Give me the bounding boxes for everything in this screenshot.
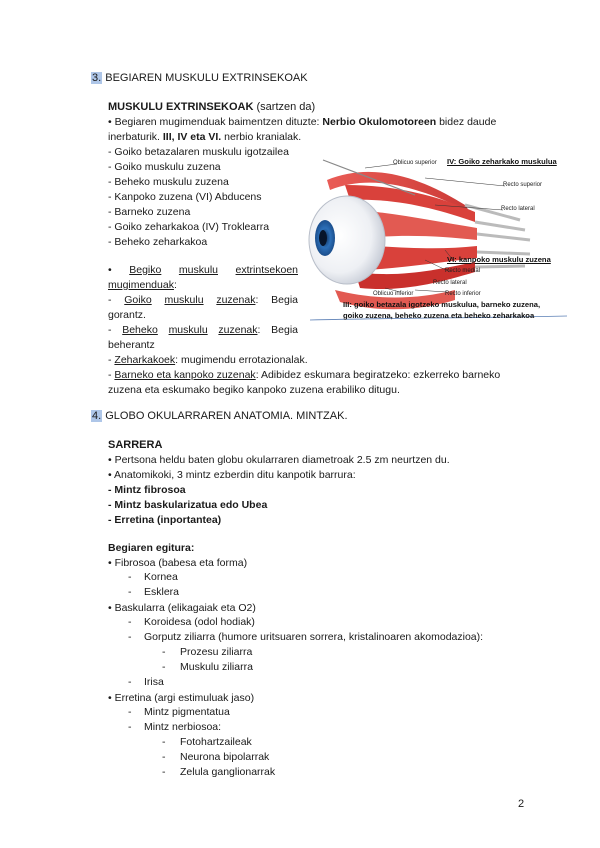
label-recto-lateral-top: Recto lateral	[501, 206, 535, 212]
membrane-3: - Erretina (inportantea)	[108, 514, 222, 526]
baskularra-item: • Baskularra (elikagaiak eta O2)	[108, 602, 256, 614]
membrane-2: - Mintz baskularizatua edo Ubea	[108, 499, 268, 511]
erretina-item: • Erretina (argi estimuluak jaso)	[108, 692, 255, 704]
goiko-line: - Goiko muskulu zuzenak: Begia	[108, 294, 298, 306]
label-oblicuo-inferior: Oblicuo inferior	[373, 291, 414, 297]
zeharkakoak-line: - Zeharkakoek: mugimendu errotazionalak.	[108, 354, 308, 366]
ganglion-item: Zelula ganglionarrak	[180, 766, 276, 778]
list-dash: -	[128, 586, 132, 598]
paragraph-2: • Anatomikoki, 3 mintz ezberdin ditu kanpotik barrura:	[108, 469, 356, 481]
page-number: 2	[518, 798, 525, 810]
list-dash: -	[162, 766, 166, 778]
membrane-1: - Mintz fibrosoa	[108, 484, 186, 496]
label-recto-lateral: Recto lateral	[433, 280, 467, 286]
muscle-list-item: - Goiko muskulu zuzena	[108, 161, 221, 173]
label-recto-superior: Recto superior	[503, 182, 543, 188]
section-4-heading	[91, 410, 348, 422]
label-oblicuo-superior: Oblicuo superior	[393, 160, 437, 166]
sarrera-heading: SARRERA	[108, 439, 163, 451]
label-vi: VI: kanpoko muskulu zuzena	[447, 255, 551, 264]
section-3-heading	[91, 72, 308, 84]
list-dash: -	[162, 751, 166, 763]
muscle-list-item: - Kanpoko zuzena (VI) Abducens	[108, 191, 262, 203]
egitura-heading: Begiaren egitura:	[108, 542, 195, 554]
list-dash: -	[162, 646, 166, 658]
intro-line-1: • Begiaren mugimenduak baimentzen dituzte: Nerbio Okulomotoreen bidez daude	[108, 116, 497, 128]
label-recto-medial: Recto medial	[445, 268, 481, 274]
list-dash: -	[128, 616, 132, 628]
list-dash: -	[162, 661, 166, 673]
beheko-line-2: beherantz	[108, 339, 155, 351]
pigmentatua-item: Mintz pigmentatua	[144, 706, 230, 718]
barneko-line: - Barneko eta kanpoko zuzenak: Adibidez eskumara begiratzeko: ezkerreko barneko	[108, 369, 501, 381]
fibrosoa-item: • Fibrosoa (babesa eta forma)	[108, 557, 248, 569]
muskulu-ziliarra-item: Muskulu ziliarra	[180, 661, 253, 673]
muscle-list-item: - Barneko zuzena	[108, 206, 191, 218]
muscle-list-item: - Goiko betazalaren muskulu igotzailea	[108, 146, 289, 158]
label-recto-inferior: Recto inferior	[445, 291, 481, 297]
barneko-line-2: zuzena eta eskumako begiko kanpoko zuzena erabiliko ditugu.	[108, 384, 400, 396]
section-4-title: GLOBO OKULARRAREN ANATOMIA. MINTZAK.	[105, 410, 348, 422]
bipolar-item: Neurona bipolarrak	[180, 751, 270, 763]
fotohartzaileak-item: Fotohartzaileak	[180, 736, 252, 748]
section-4-number: 4.	[92, 410, 102, 422]
goiko-line-2: gorantz.	[108, 309, 146, 321]
figure-caption-line-1: III: goiko betazala igotzeko muskulua, barneko zuzena,	[343, 300, 541, 309]
label-iv: IV: Goiko zeharkako muskulua	[447, 157, 557, 166]
kornea-item: Kornea	[144, 571, 178, 583]
prozesu-item: Prozesu ziliarra	[180, 646, 253, 658]
muscle-list-item: - Goiko zeharkakoa (IV) Troklearra	[108, 221, 270, 233]
list-dash: -	[162, 736, 166, 748]
esklera-item: Esklera	[144, 586, 180, 598]
gorputz-item: Gorputz ziliarra (humore uritsuaren sorrera, kristalinoaren akomodazioa):	[144, 631, 484, 643]
section-3-number: 3.	[92, 72, 102, 84]
muscle-list-item: - Beheko muskulu zuzena	[108, 176, 229, 188]
list-dash: -	[128, 631, 132, 643]
koroidesa-item: Koroidesa (odol hodiak)	[144, 616, 255, 628]
list-dash: -	[128, 706, 132, 718]
movements-title: • Begiko muskulu extrintsekoen	[108, 264, 298, 276]
muscle-list-item: - Beheko zeharkakoa	[108, 236, 208, 248]
irisa-item: Irisa	[144, 676, 164, 688]
section-3-title: BEGIAREN MUSKULU EXTRINSEKOAK	[105, 72, 308, 84]
paragraph-1: • Pertsona heldu baten globu okularraren diametroak 2.5 zm neurtzen du.	[108, 454, 450, 466]
list-dash: -	[128, 721, 132, 733]
nerbiosoa-item: Mintz nerbiosoa:	[144, 721, 222, 733]
intro-line-2: inerbaturik. III, IV eta VI. nerbio kranialak.	[108, 131, 302, 143]
beheko-line: - Beheko muskulu zuzenak: Begia	[108, 324, 298, 336]
list-dash: -	[128, 571, 132, 583]
figure-caption-line-2: goiko zuzena, beheko zuzena eta beheko zeharkakoa	[343, 311, 535, 320]
list-dash: -	[128, 676, 132, 688]
movements-title-2: mugimenduak:	[108, 279, 177, 291]
eye-muscle-figure	[305, 150, 570, 330]
section-3-subtitle: MUSKULU EXTRINSEKOAK (sartzen da)	[108, 101, 316, 113]
